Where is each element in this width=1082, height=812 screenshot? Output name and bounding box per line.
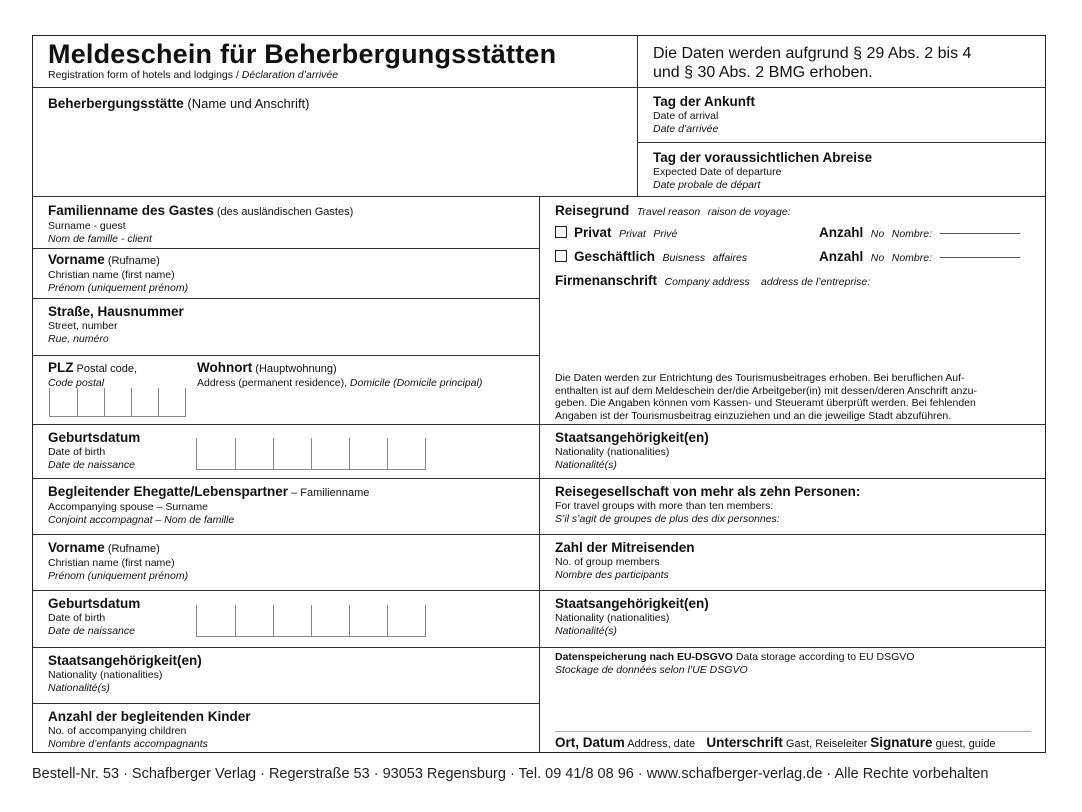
divider [33, 590, 1045, 591]
arrival-date-field[interactable]: Tag der Ankunft Date of arrival Date d’arrivée [653, 94, 755, 135]
divider [637, 36, 638, 196]
group-members-field[interactable]: Zahl der Mitreisenden No. of group members Nombre des participants [555, 540, 695, 581]
divider [33, 298, 539, 299]
group-nationality-field[interactable]: Staatsangehörigkeit(en) Nationality (nationalities) Nationalité(s) [555, 596, 709, 637]
business-option[interactable]: Geschäftlich Buisness affaires [555, 249, 747, 265]
divider [33, 248, 539, 249]
registration-form [32, 35, 1046, 753]
nationality-field[interactable]: Staatsangehörigkeit(en) Nationality (nationalities) Nationalité(s) [555, 430, 709, 471]
travel-reason: Reisegrund Travel reason raison de voyage: [555, 203, 791, 218]
postal-code-field[interactable]: PLZ Postal code, Code postal [48, 360, 138, 389]
divider [33, 478, 1045, 479]
divider [637, 142, 1045, 143]
form-header [48, 39, 556, 82]
business-count[interactable]: Anzahl No Nombre: [819, 249, 1020, 265]
signature-field[interactable]: Ort, Datum Address, date Unterschrift Gast, Reiseleiter Signature guest, guide [555, 735, 996, 750]
divider [33, 647, 1045, 648]
street-field[interactable]: Straße, Hausnummer Street, number Rue, numéro [48, 304, 184, 345]
publisher-footer: Bestell-Nr. 53 · Schafberger Verlag · Regerstraße 53 · 93053 Regensburg · Tel. 09 41/8 08 96 · www.schafberger-verlag.de · Alle Rechte vorbehalten [32, 766, 989, 782]
spouse-birthdate-field[interactable]: Geburtsdatum Date of birth Date de naissance [48, 596, 141, 637]
spouse-surname-field[interactable]: Begleitender Ehegatte/Lebenspartner – Familienname Accompanying spouse – Surname Conjoint accompagnat – Nom de famille [48, 484, 370, 526]
firstname-field[interactable]: Vorname (Rufname) Christian name (first name) Prénom (uniquement prénom) [48, 252, 189, 294]
establishment-field[interactable]: Beherbergungsstätte (Name und Anschrift) [48, 96, 310, 111]
surname-field[interactable]: Familienname des Gastes (des ausländischen Gastes) Surname - guest Nom de famille - client [48, 203, 354, 245]
divider [33, 703, 539, 704]
residence-field[interactable]: Wohnort (Hauptwohnung) Address (permanent residence), Domicile (Domicile principal) [197, 360, 483, 389]
spouse-firstname-field[interactable]: Vorname (Rufname) Christian name (first name) Prénom (uniquement prénom) [48, 540, 189, 582]
private-option[interactable]: Privat Privat Privé [555, 225, 677, 241]
form-title: Meldeschein für Beherbergungsstätten [48, 39, 557, 69]
spouse-birthdate-boxes[interactable] [196, 605, 426, 637]
birthdate-boxes[interactable] [196, 438, 426, 470]
gdpr-notice: Datenspeicherung nach EU-DSGVO Data storage according to EU DSGVO Stockage de données selon l’UE DSGVO [555, 651, 915, 676]
form-subtitle: Registration form of hotels and lodgings / Déclaration d’arrivée [48, 69, 339, 81]
private-count[interactable]: Anzahl No Nombre: [819, 225, 1020, 241]
private-checkbox[interactable] [555, 226, 567, 238]
divider [33, 534, 1045, 535]
postal-code-boxes[interactable] [49, 388, 186, 417]
business-checkbox[interactable] [555, 250, 567, 262]
departure-date-field[interactable]: Tag der voraussichtlichen Abreise Expected Date of departure Date probale de départ [653, 150, 873, 191]
divider [539, 196, 540, 752]
birthdate-field[interactable]: Geburtsdatum Date of birth Date de naissance [48, 430, 141, 471]
children-count-field[interactable]: Anzahl der begleitenden Kinder No. of accompanying children Nombre d’enfants accompagnants [48, 709, 251, 750]
tourism-tax-notice: Die Daten werden zur Entrichtung des Tourismusbeitrages erhoben. Bei beruflichen Auf- enthalten ist auf dem Meldeschein der/die Arbeitgeber(in) mit dessen/deren Anschrift anzu- geben. Die Angaben können vom Kassen- und Steueramt überprüft werden. Bei fehlenden Angaben ist der Tourismusbeitrag einzuziehen und an die jeweilige Stadt abzuführen. [555, 372, 977, 422]
signature-line [555, 731, 1031, 732]
divider [33, 424, 1045, 425]
company-address-field[interactable]: Firmenanschrift Company address address de l’entreprise: [555, 273, 871, 288]
travel-group: Reisegesellschaft von mehr als zehn Personen: For travel groups with more than ten members: S’il s’agit de groupes de plus des dix personnes: [555, 484, 861, 525]
divider [33, 87, 1045, 88]
spouse-nationality-field[interactable]: Staatsangehörigkeit(en) Nationality (nationalities) Nationalité(s) [48, 653, 202, 694]
legal-basis: Die Daten werden aufgrund § 29 Abs. 2 bis 4 und § 30 Abs. 2 BMG erhoben. [653, 45, 972, 81]
divider [33, 355, 539, 356]
